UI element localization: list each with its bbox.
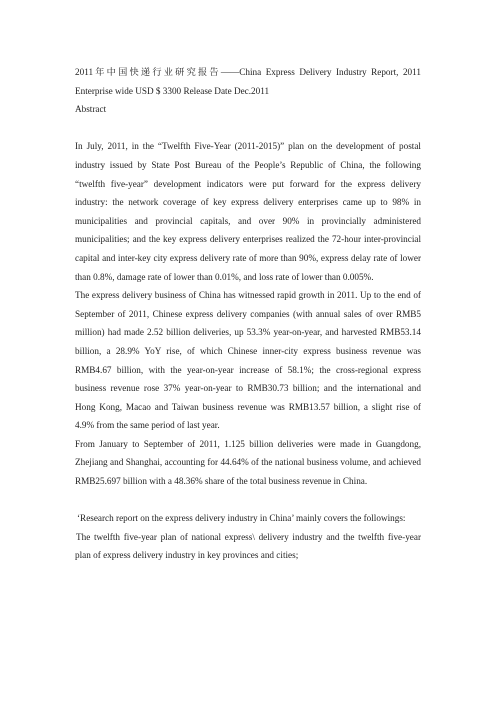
abstract-heading: Abstract [75, 104, 107, 115]
document-body [75, 63, 421, 565]
paragraph-regional-share: From January to September of 2011, 1.125 billion deliveries were made in Guangdong, Zhejiang and Shanghai, accounting for 44.64% of the national business volume, and achieved RMB25.697 billion with a 48.36% share of the total business revenue in China. [75, 438, 421, 487]
paragraph-spacer [75, 119, 421, 138]
paragraph-twelfth-five-year-plan: In July, 2011, in the “Twelfth Five-Year (2011-2015)” plan on the development of postal industry issued by State Post Bureau of the People’s Republic of China, the following “twelfth five-year” development indicators were put forward for the express delivery industry: the network coverage of key express delivery enterprises came up to 98% in municipalities and provincial capitals, and over 90% in provincially administered municipalities; and the key express delivery enterprises realized the 72-hour inter-provincial capital and inter-key city express delivery rate of more than 90%, express delay rate of lower than 0.8%, damage rate of lower than 0.01%, and loss rate of lower than 0.005%. [75, 141, 421, 282]
scope-intro: ‘Research report on the express delivery industry in China’ mainly covers the followings: [77, 513, 406, 524]
report-title-line: 2011年中国快递行业研究报告——China Express Delivery Industry Report, 2011 Enterprise wide USD $ 3300 Release Date Dec.2011 [75, 67, 421, 96]
paragraph-business-growth: The express delivery business of China has witnessed rapid growth in 2011. Up to the end of September of 2011, Chinese express delivery companies (with annual sales of over RMB5 million) had made 2.52 billion deliveries, up 53.3% year-on-year, and harvested RMB53.14 billion, a 28.9% YoY rise, of which Chinese inner-city express business revenue was RMB4.67 billion, with the year-on-year increase of 58.1%; the cross-regional express business revenue rose 37% year-on-year to RMB30.73 billion; and the international and Hong Kong, Macao and Taiwan business revenue was RMB13.57 billion, a slight rise of 4.9% from the same period of last year. [75, 290, 421, 431]
paragraph-spacer [75, 491, 421, 510]
scope-item: The twelfth five-year plan of national express\ delivery industry and the twelfth five-year plan of express delivery industry in key provinces and cities; [75, 531, 421, 561]
